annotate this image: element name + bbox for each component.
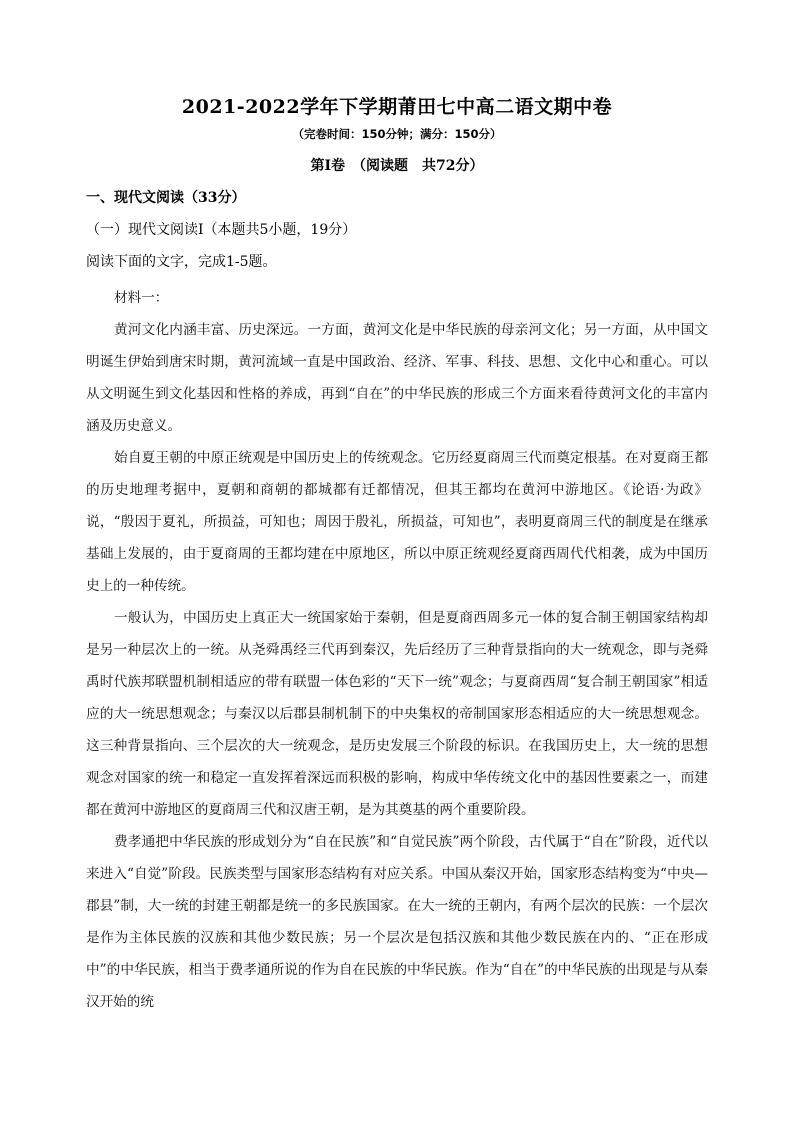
section-title: 第Ⅰ卷 （阅读题 共72分） [310, 158, 484, 174]
part-heading: 一、现代文阅读（33分） [86, 190, 246, 206]
reading-passage [86, 314, 708, 1018]
material-label: 材料一： [114, 290, 169, 306]
paragraph: 费孝通把中华民族的形成划分为“自在民族”和“自觉民族”两个阶段，古代属于“自在”阶段，近代以来进入“自觉”阶段。民族类型与国家形态结构有对应关系。中国从秦汉开始，国家形态结构变为“中央—郡县”制，大一统的封建王朝都是统一的多民族国家。在大一统的王朝内，有两个层次的民族：一个层次是作为主体民族的汉族和其他少数民族；另一个层次是包括汉族和其他少数民族在内的、“正在形成中”的中华民族，相当于费孝通所说的作为自在民族的中华民族。作为“自在”的中华民族的出现是与从秦汉开始的统 [86, 834, 708, 1010]
paragraph: 一般认为，中国历史上真正大一统国家始于秦朝，但是夏商西周多元一体的复合制王朝国家结构却是另一种层次上的一统。从尧舜禹经三代再到秦汉，先后经历了三种背景指向的大一统观念，即与尧舜禹时代族邦联盟机制相适应的带有联盟一体色彩的“天下一统”观念；与夏商西周“复合制王朝国家”相适应的大一统思想观念；与秦汉以后郡县制机制下的中央集权的帝制国家形态相适应的大一统思想观念。这三种背景指向、三个层次的大一统观念，是历史发展三个阶段的标识。在我国历史上，大一统的思想观念对国家的统一和稳定一直发挥着深远而积极的影响，构成中华传统文化中的基因性要素之一，而建都在黄河中游地区的夏商周三代和汉唐王朝，是为其奠基的两个重要阶段。 [86, 610, 708, 818]
exam-title: 2021-2022学年下学期莆田七中高二语文期中卷 [181, 96, 613, 118]
reading-instruction: 阅读下面的文字，完成1-5题。 [86, 254, 277, 270]
sub-heading: （一）现代文阅读Ⅰ（本题共5小题，19分） [86, 222, 357, 238]
paragraph: 黄河文化内涵丰富、历史深远。一方面，黄河文化是中华民族的母亲河文化；另一方面，从中国文明诞生伊始到唐宋时期，黄河流域一直是中国政治、经济、军事、科技、思想、文化中心和重心。可以从文明诞生到文化基因和性格的养成，再到“自在”的中华民族的形成三个方面来看待黄河文化的丰富内涵及历史意义。 [86, 322, 708, 434]
paragraph: 始自夏王朝的中原正统观是中国历史上的传统观念。它历经夏商周三代而奠定根基。在对夏商王都的历史地理考据中，夏朝和商朝的都城都有迁都情况，但其王都均在黄河中游地区。《论语·为政》说，“殷因于夏礼，所损益，可知也；周因于殷礼，所损益，可知也”，表明夏商周三代的制度是在继承基础上发展的，由于夏商周的王都均建在中原地区，所以中原正统观经夏商西周代代相袭，成为中国历史上的一种传统。 [86, 450, 708, 594]
exam-duration-score: （完卷时间：150分钟；满分：150分） [292, 127, 502, 141]
